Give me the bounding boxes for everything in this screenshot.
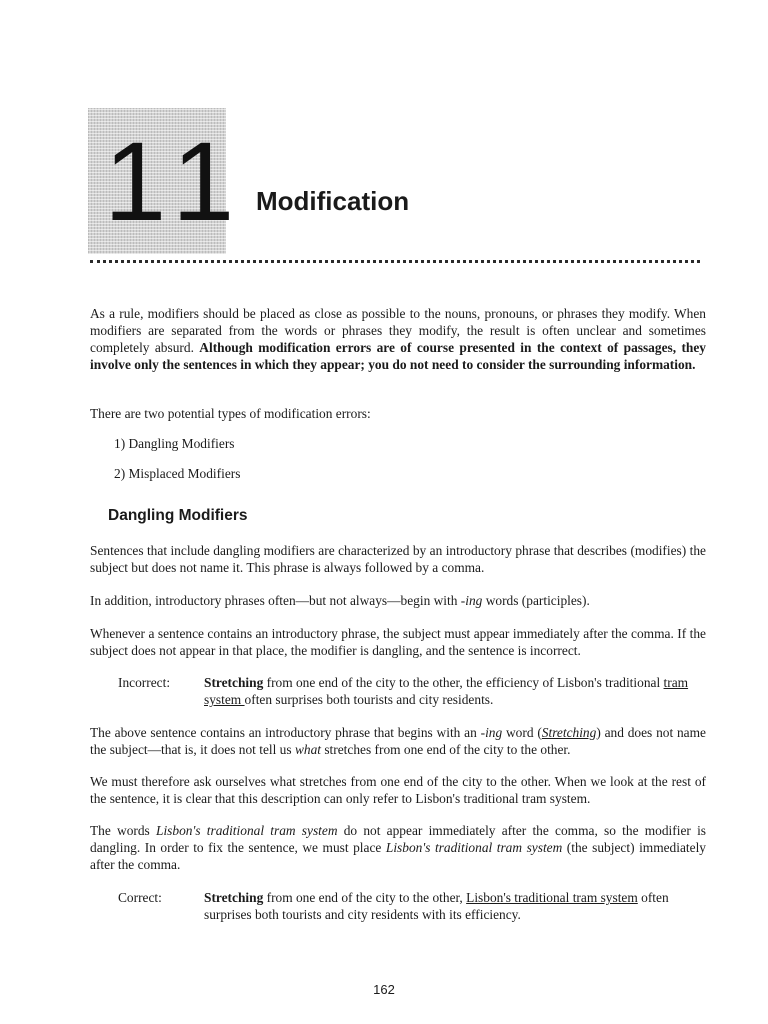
- correct-middle: from one end of the city to the other,: [263, 890, 467, 905]
- dotted-divider: [90, 260, 700, 263]
- page-number: 162: [373, 982, 395, 997]
- correct-label: Correct:: [118, 890, 162, 905]
- p2-text-a: In addition, introductory phrases often—but not always—begin with: [90, 593, 461, 608]
- paragraph-explanation: [90, 724, 706, 758]
- p6-text-b: do not appear immediately after the comma, so the modifier is dangling. In order to fix the sentence, we must place: [90, 823, 706, 855]
- types-intro: There are two potential types of modification errors:: [90, 406, 371, 421]
- chapter-number: 11: [104, 119, 249, 244]
- p4-text-b: word (: [502, 725, 542, 740]
- paragraph-analysis: We must therefore ask ourselves what stretches from one end of the city to the other. When we look at the rest of the sentence, it is clear that this description can only refer to Lisbon's traditional tram system.: [90, 774, 706, 806]
- intro-paragraph: [90, 305, 706, 373]
- p6-em-1: Lisbon's traditional tram system: [156, 823, 338, 838]
- intro-bold-text: Although modification errors are of course presented in the context of passages, they involve only the sentences in which they appear; you do not need to consider the surrounding information.: [90, 340, 706, 372]
- p6-text-a: The words: [90, 823, 156, 838]
- section-heading: Dangling Modifiers: [108, 507, 248, 524]
- incorrect-middle: from one end of the city to the other, the efficiency of Lisbon's traditional: [263, 675, 664, 690]
- chapter-title: Modification: [256, 186, 410, 216]
- p2-ing-em: -ing: [460, 593, 483, 608]
- incorrect-end: often surprises both tourists and city residents.: [244, 692, 494, 707]
- correct-bold: Stretching: [204, 890, 264, 905]
- list-item: 1) Dangling Modifiers: [114, 436, 235, 451]
- incorrect-bold: Stretching: [204, 675, 264, 690]
- p4-text-c: ) and does not name the subject—that is, it does not tell us: [90, 725, 706, 757]
- correct-underlined: Lisbon's traditional tram system: [466, 890, 638, 905]
- correct-example: [204, 889, 694, 923]
- p6-text-c: (the subject) immediately after the comma.: [90, 840, 706, 872]
- p4-what-em: what: [294, 742, 321, 757]
- p2-text-b: words (participles).: [482, 593, 590, 608]
- paragraph-participles: [90, 592, 706, 609]
- p4-stretching-underlined: Stretching: [541, 725, 597, 740]
- incorrect-label: Incorrect:: [118, 675, 171, 690]
- paragraph-fix: [90, 822, 706, 873]
- paragraph-definition: Sentences that include dangling modifiers are characterized by an introductory phrase that describes (modifies) the subject but does not name it. This phrase is always followed by a comma.: [90, 543, 706, 575]
- p4-text-a: The above sentence contains an introductory phrase that begins with an: [90, 725, 481, 740]
- p4-text-d: stretches from one end of the city to the other.: [320, 742, 571, 757]
- list-item: 2) Misplaced Modifiers: [114, 466, 241, 481]
- paragraph-rule: Whenever a sentence contains an introductory phrase, the subject must appear immediately after the comma. If the subject does not appear in that place, the modifier is dangling, and the sentence is incorrect.: [90, 626, 706, 658]
- incorrect-underlined: tram system: [204, 675, 689, 707]
- p4-ing-em: -ing: [480, 725, 503, 740]
- incorrect-example: [204, 674, 694, 708]
- intro-text: As a rule, modifiers should be placed as close as possible to the nouns, pronouns, or phrases they modify. When modifiers are separated from the words or phrases they modify, the result is often unclear and sometimes completely absurd.: [90, 306, 706, 355]
- correct-end: often surprises both tourists and city residents with its efficiency.: [204, 890, 669, 922]
- p6-em-2: Lisbon's traditional tram system: [385, 840, 563, 855]
